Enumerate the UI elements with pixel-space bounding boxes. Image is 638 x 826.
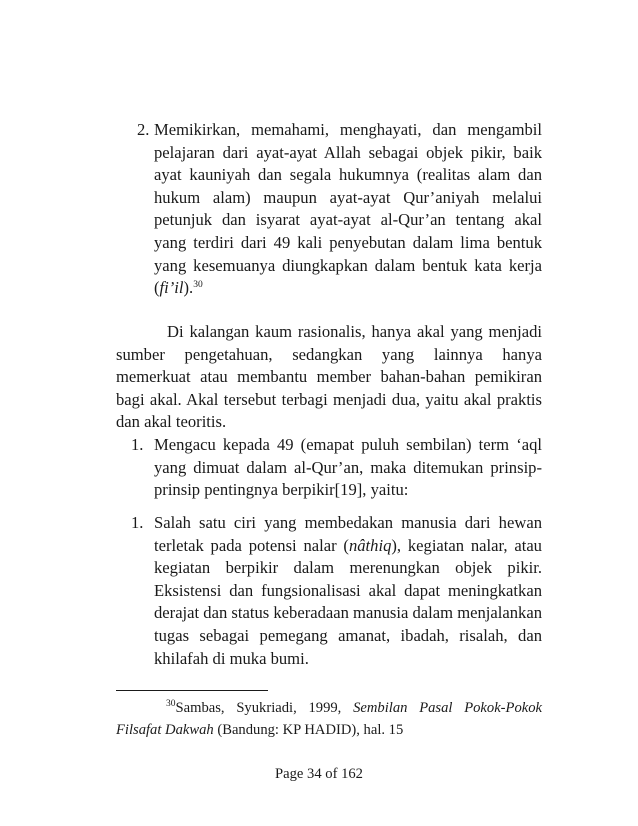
footnote-divider — [116, 690, 268, 691]
list-item-text-end: ). — [183, 278, 194, 298]
list-item-2 — [116, 119, 542, 300]
body-paragraph: Di kalangan kaum rasionalis, hanya akal yang menjadi sumber pengetahuan, sedangkan yang lainnya hanya memerkuat atau membantu member bahan-bahan pemikiran bagi akal. Akal tersebut terbagi menjadi dua, yaitu akal praktis dan akal teoritis. — [116, 322, 542, 432]
list-number: 2. — [137, 120, 150, 139]
list-item-text-end: ), kegiatan nalar, atau kegiatan berpikir dalam merenungkan objek pikir. Eksistensi dan fungsionalisasi akal dapat meningkatkan derajat dan status keberadaan manusia dalam menjalankan tugas sebagai pemegang amanat, ibadah, risalah, dan khilafah di muka bumi. — [154, 535, 542, 668]
list-number: 1. — [131, 513, 144, 532]
footnote-reference: 30 — [193, 280, 203, 291]
list-item-text: Mengacu kepada 49 (emapat puluh sembilan) term ‘aql yang dimuat dalam al-Qur’an, maka ditemukan prinsip-prinsip pentingnya berpikir[19], yaitu: — [154, 435, 542, 500]
footnote-title: Sembilan Pasal Pokok-Pokok Filsafat Dakwah — [116, 700, 542, 738]
footnote-marker: 30 — [166, 699, 176, 709]
italic-term: fi’il — [159, 278, 184, 298]
list-item-1a — [116, 434, 542, 502]
footnote — [116, 697, 542, 741]
footnote-publisher: (Bandung: KP HADID), hal. 15 — [213, 722, 404, 738]
list-item-text: Salah satu ciri yang membedakan manusia dari hewan terletak pada potensi nalar ( — [154, 513, 542, 555]
italic-term: nâthiq — [348, 535, 392, 555]
list-number: 1. — [131, 435, 144, 454]
list-item-1b — [116, 512, 542, 670]
list-item-text: Memikirkan, memahami, menghayati, dan mengambil pelajaran dari ayat-ayat Allah sebagai objek pikir, baik ayat kauniyah dan segala hukumnya (realitas alam dan hukum alam) maupun ayat-ayat Qur’aniyah melalui petunjuk dan isyarat ayat-ayat al-Qur’an tentang akal yang terdiri dari 49 kali penyebutan dalam lima bentuk yang kesemuanya diungkapkan dalam bentuk kata kerja ( — [154, 120, 542, 298]
page-number: Page 34 of 162 — [275, 766, 363, 782]
footnote-author: Sambas, Syukriadi, 1999, — [175, 700, 354, 716]
